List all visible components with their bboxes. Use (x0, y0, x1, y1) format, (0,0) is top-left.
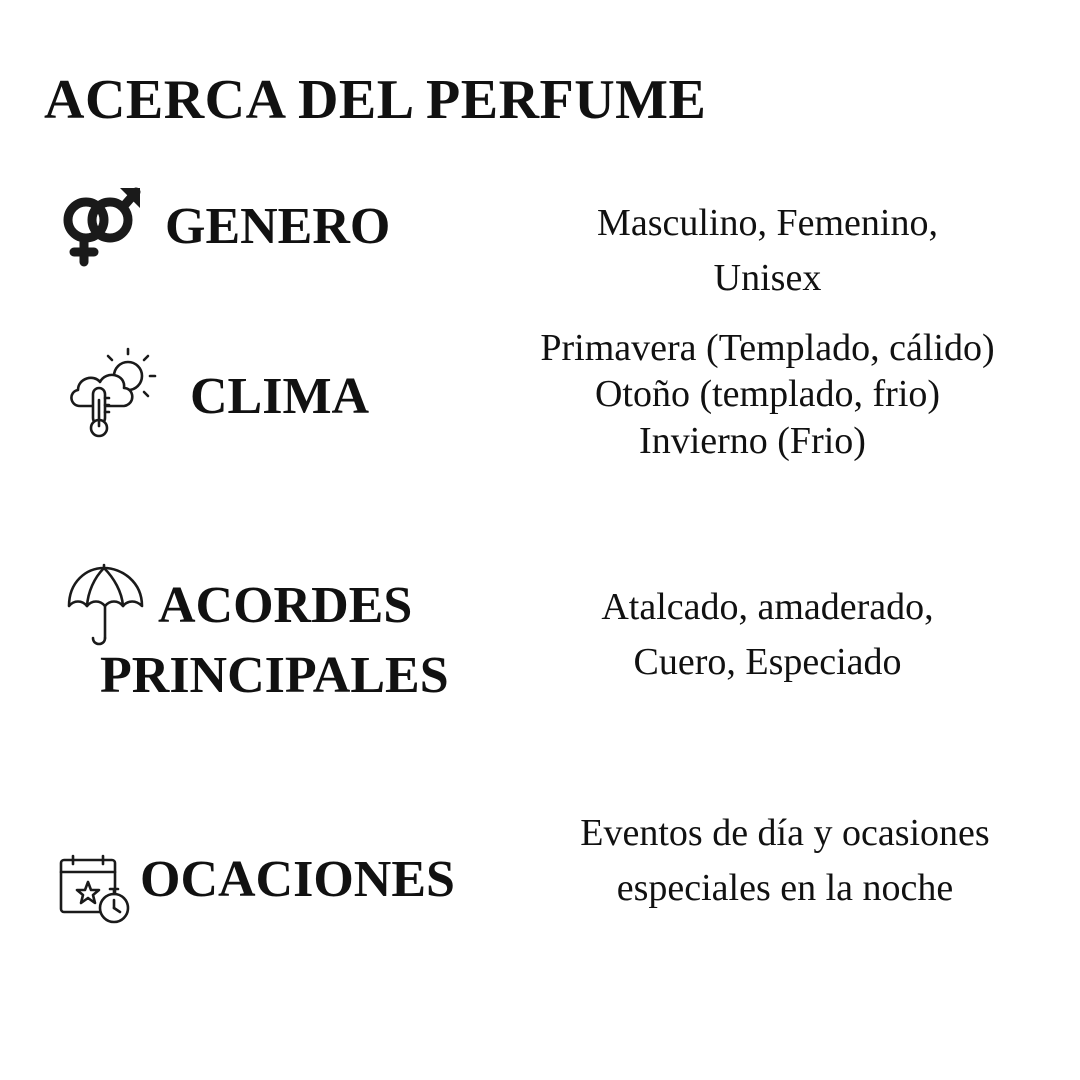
weather-value-line: Invierno (Frio) (639, 419, 866, 462)
gender-value-line: Masculino, Femenino, (597, 202, 938, 244)
accords-label-line: PRINCIPALES (100, 647, 449, 705)
occasions-label: OCACIONES (140, 851, 455, 908)
gender-value-line: Unisex (713, 257, 822, 300)
accords-label-line: ACORDES (158, 577, 413, 634)
weather-value (490, 325, 1045, 464)
accords-label (100, 571, 449, 711)
occasions-value-line: especiales en la noche (616, 867, 954, 910)
accords-value-line: Atalcado, amaderado, (601, 586, 934, 628)
weather-value-line: Otoño (templado, frio) (594, 373, 941, 416)
accords-value (490, 580, 1045, 690)
occasions-value (515, 806, 1055, 916)
gender-value (490, 196, 1045, 306)
calendar-clock-icon (58, 854, 134, 926)
weather-icon (66, 348, 158, 438)
gender-icon (58, 182, 144, 268)
accords-value-line: Cuero, Especiado (633, 641, 902, 684)
page-title: ACERCA DEL PERFUME (44, 69, 707, 131)
weather-label: CLIMA (190, 368, 370, 425)
weather-value-line: Primavera (Templado, cálido) (540, 327, 995, 369)
occasions-value-line: Eventos de día y ocasiones (580, 812, 990, 854)
gender-label: GENERO (165, 198, 391, 255)
